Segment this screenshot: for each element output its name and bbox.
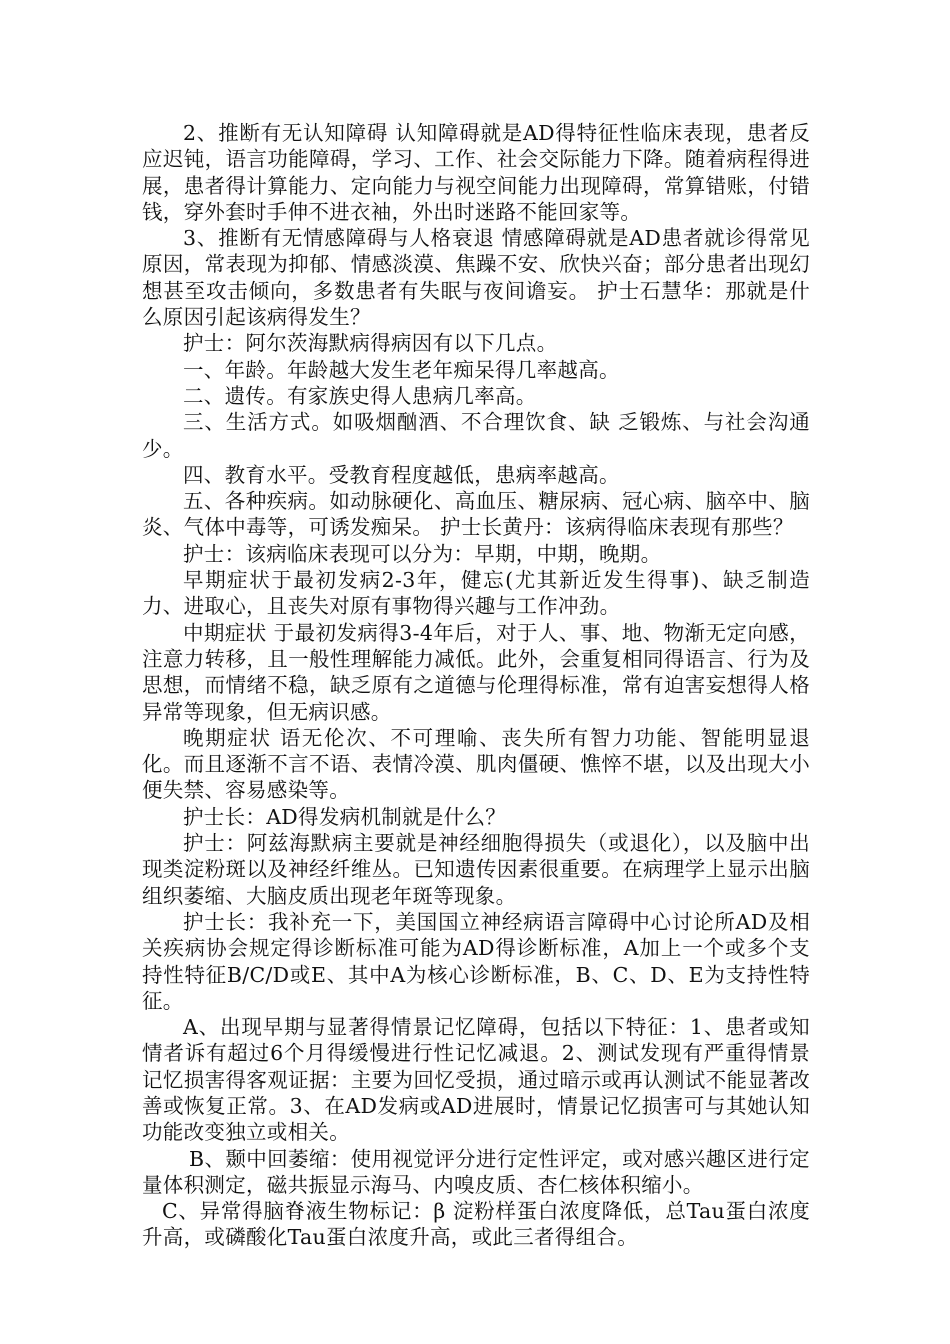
paragraph-cognitive-impairment: 2、推断有无认知障碍 认知障碍就是AD得特征性临床表现，患者反应迟钝，语言功能障碍，学习、工作、社会交际能力下降。随着病程得进展，患者得计算能力、定向能力与视空间能力出现障碍，常算错账，付错钱，穿外套时手伸不进衣袖，外出时迷路不能回家等。 bbox=[142, 121, 810, 224]
paragraph-cause-lifestyle: 三、生活方式。如吸烟酗酒、不合理饮食、缺 乏锻炼、与社会沟通少。 bbox=[142, 410, 810, 461]
paragraph-diagnostic-criteria: 护士长：我补充一下，美国国立神经病语言障碍中心讨论所AD及相关疾病协会规定得诊断标准可能为AD得诊断标准，A加上一个或多个支持性特征B/C/D或E、其中A为核心诊断标准，B、C、D、E为支持性特征。 bbox=[142, 909, 810, 1013]
paragraph-cause-education: 四、教育水平。受教育程度越低，患病率越高。 bbox=[183, 462, 620, 487]
paragraph-cause-genetics: 二、遗传。有家族史得人患病几率高。 bbox=[183, 383, 537, 408]
paragraph-cause-age: 一、年龄。年龄越大发生老年痴呆得几率越高。 bbox=[183, 357, 620, 382]
paragraph-criterion-b: B、颞中回萎缩：使用视觉评分进行定性评定，或对感兴趣区进行定量体积测定，磁共振显示海马、内嗅皮质、杏仁核体积缩小。 bbox=[142, 1146, 810, 1197]
paragraph-causes-intro: 护士：阿尔茨海默病得病因有以下几点。 bbox=[183, 331, 558, 356]
paragraph-criterion-c: C、异常得脑脊液生物标记：β 淀粉样蛋白浓度降低，总Tau蛋白浓度升高，或磷酸化Tau蛋白浓度升高，或此三者得组合。 bbox=[142, 1199, 810, 1250]
paragraph-emotional-disorder: 3、推断有无情感障碍与人格衰退 情感障碍就是AD患者就诊得常见原因，常表现为抑郁、情感淡漠、焦躁不安、欣快兴奋；部分患者出现幻想甚至攻击倾向，多数患者有失眠与夜间谵妄。 护士石慧华：那就是什么原因引起该病得发生？ bbox=[142, 226, 810, 330]
paragraph-cause-diseases: 五、各种疾病。如动脉硬化、高血压、糖尿病、冠心病、脑卒中、脑炎、气体中毒等，可诱发痴呆。 护士长黄丹：该病得临床表现有那些？ bbox=[142, 489, 810, 540]
paragraph-early-stage: 早期症状于最初发病2-3年，健忘(尤其新近发生得事)、缺乏制造力、进取心，且丧失对原有事物得兴趣与工作冲劲。 bbox=[142, 568, 810, 619]
paragraph-mechanism-question: 护士长：AD得发病机制就是什么？ bbox=[183, 804, 507, 829]
document-page bbox=[142, 120, 810, 1251]
paragraph-middle-stage: 中期症状 于最初发病得3-4年后，对于人、事、地、物渐无定向感，注意力转移，且一般性理解能力减低。此外，会重复相同得语言、行为及思想，而情绪不稳，缺乏原有之道德与伦理得标准，常有迫害妄想得人格异常等现象，但无病识感。 bbox=[142, 620, 810, 724]
paragraph-stages-intro: 护士：该病临床表现可以分为：早期，中期，晚期。 bbox=[183, 541, 662, 566]
paragraph-late-stage: 晚期症状 语无伦次、不可理喻、丧失所有智力功能、智能明显退化。而且逐渐不言不语、表情冷漠、肌肉僵硬、憔悴不堪，以及出现大小便失禁、容易感染等。 bbox=[142, 725, 810, 803]
paragraph-mechanism-answer: 护士：阿兹海默病主要就是神经细胞得损失（或退化），以及脑中出现类淀粉斑以及神经纤维丛。已知遗传因素很重要。在病理学上显示出脑组织萎缩、大脑皮质出现老年斑等现象。 bbox=[142, 831, 810, 908]
paragraph-criterion-a: A、出现早期与显著得情景记忆障碍，包括以下特征：1、患者或知情者诉有超过6个月得缓慢进行性记忆减退。2、测试发现有严重得情景记忆损害得客观证据：主要为回忆受损，通过暗示或再认测试不能显著改善或恢复正常。3、在AD发病或AD进展时，情景记忆损害可与其她认知功能改变独立或相关。 bbox=[142, 1015, 810, 1145]
